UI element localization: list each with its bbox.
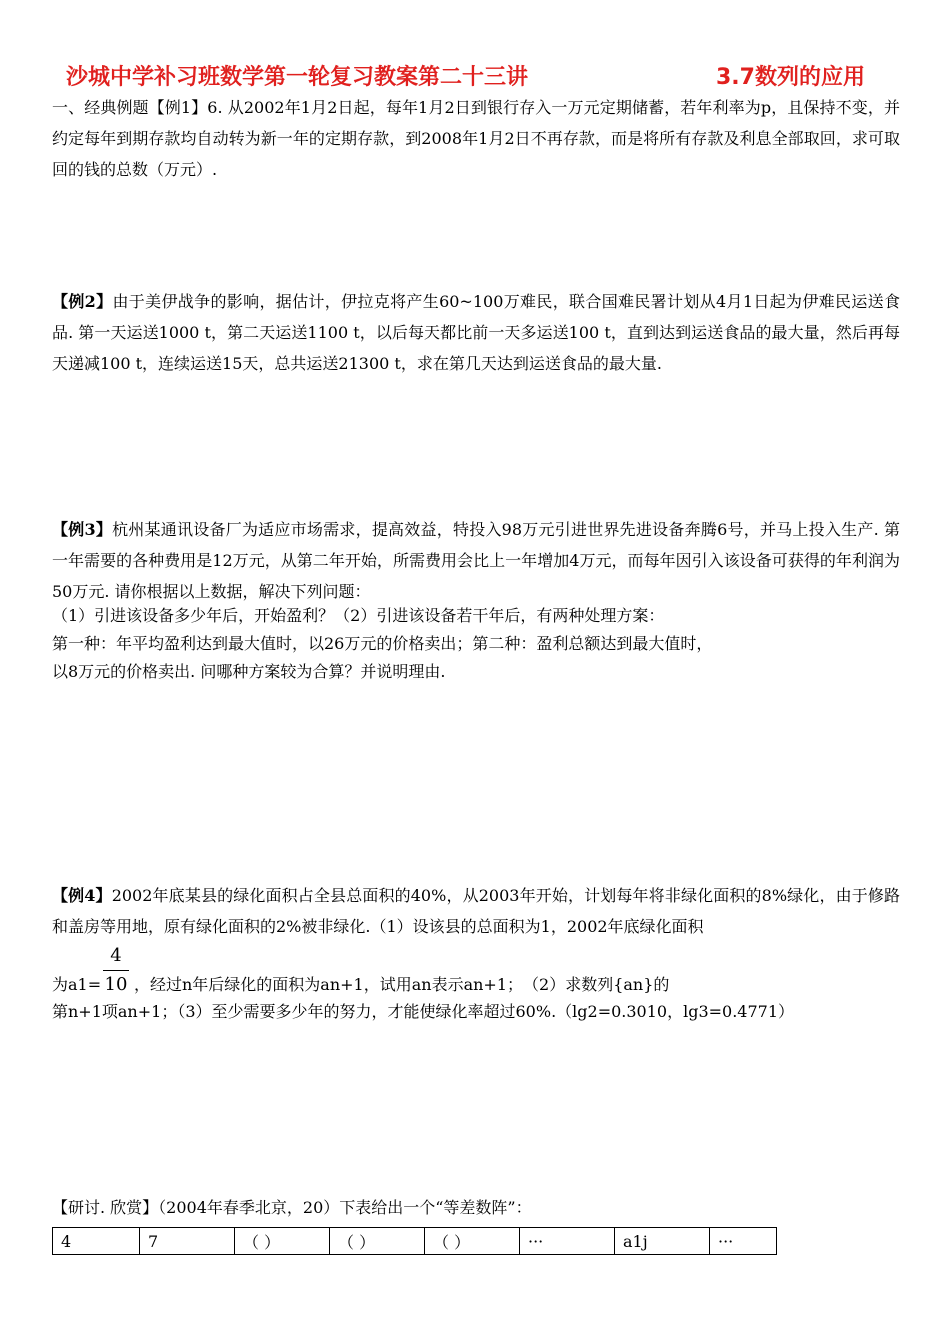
fraction-bar: [103, 970, 129, 971]
example-3-option-line: 第一种：年平均盈利达到最大值时，以26万元的价格卖出；第二种：盈利总额达到最大值时，: [52, 634, 713, 653]
appreciation-heading: 【研讨. 欣赏】（2004年春季北京，20）下表给出一个“等差数阵”：: [52, 1198, 532, 1217]
arithmetic-array-table: [52, 1227, 777, 1255]
example-1-text: 一、经典例题【例1】6. 从2002年1月2日起，每年1月2日到银行存入一万元定期储蓄，若年利率为p，且保持不变，并约定每年到期存款均自动转为新一年的定期存款，到2008年1月2日不再存款，而是将所有存款及利息全部取回，求可取回的钱的总数（万元）.: [52, 98, 900, 179]
example-4-part2: 第n+1项an+1；（3）至少需要多少年的努力，才能使绿化率超过60%.（lg2=0.3010，lg3=0.4771）: [52, 1002, 795, 1021]
example-3: [52, 514, 900, 607]
example-3-text: 杭州某通讯设备厂为适应市场需求，提高效益，特投入98万元引进世界先进设备奔腾6号，并马上投入生产. 第一年需要的各种费用是12万元，从第二年开始，所需费用会比上一年增加4万元，而每年因引入该设备可获得的年利润为50万元. 请你根据以上数据，解决下列问题：: [52, 520, 900, 601]
example-1: [52, 92, 900, 185]
table-cell: ···: [710, 1228, 777, 1255]
fraction-denominator: 10: [104, 974, 128, 995]
example-2-text: 由于美伊战争的影响，据估计，伊拉克将产生60~100万难民，联合国难民署计划从4月1日起为伊难民运送食品. 第一天运送1000 t，第二天运送1100 t，以后每天都比前一天多运送100 t，直到达到运送食品的最大量，然后再每天递减100 t，连续运送15天，总共运送21300 t，求在第几天达到运送食品的最大量.: [52, 292, 901, 373]
table-cell: （ ）: [425, 1228, 520, 1255]
fraction-four-tenths: [103, 944, 129, 997]
table-row: [53, 1228, 777, 1255]
table-cell: 4: [53, 1228, 140, 1255]
example-4-a1-prefix: 为a1=: [52, 975, 102, 994]
table-cell: （ ）: [235, 1228, 330, 1255]
example-2-label: 【例2】: [52, 292, 113, 311]
page-title: [66, 60, 896, 91]
example-3-label: 【例3】: [52, 520, 113, 539]
example-4-label: 【例4】: [52, 886, 112, 905]
title-main: 沙城中学补习班数学第一轮复习教案第二十三讲: [66, 65, 529, 90]
example-4-part1: ，经过n年后绿化的面积为an+1，试用an表示an+1； （2）求数列{an}的: [134, 975, 670, 994]
title-section: 3.7数列的应用: [716, 65, 865, 90]
example-3-questions: （1）引进该设备多少年后，开始盈利？（2）引进该设备若干年后，有两种处理方案：: [52, 606, 665, 625]
table-cell: 7: [140, 1228, 235, 1255]
example-2: [52, 286, 900, 379]
table-cell: （ ）: [330, 1228, 425, 1255]
table-cell: a1j: [615, 1228, 710, 1255]
example-4-text: 2002年底某县的绿化面积占全县总面积的40%，从2003年开始，计划每年将非绿化面积的8%绿化，由于修路和盖房等用地，原有绿化面积的2%被非绿化.（1）设该县的总面积为1，2002年底绿化面积: [52, 886, 900, 936]
example-3-option-line-2: 以8万元的价格卖出. 问哪种方案较为合算？并说明理由.: [52, 662, 446, 681]
fraction-numerator: 4: [110, 945, 122, 966]
table-cell: ···: [520, 1228, 615, 1255]
example-4: [52, 880, 900, 942]
